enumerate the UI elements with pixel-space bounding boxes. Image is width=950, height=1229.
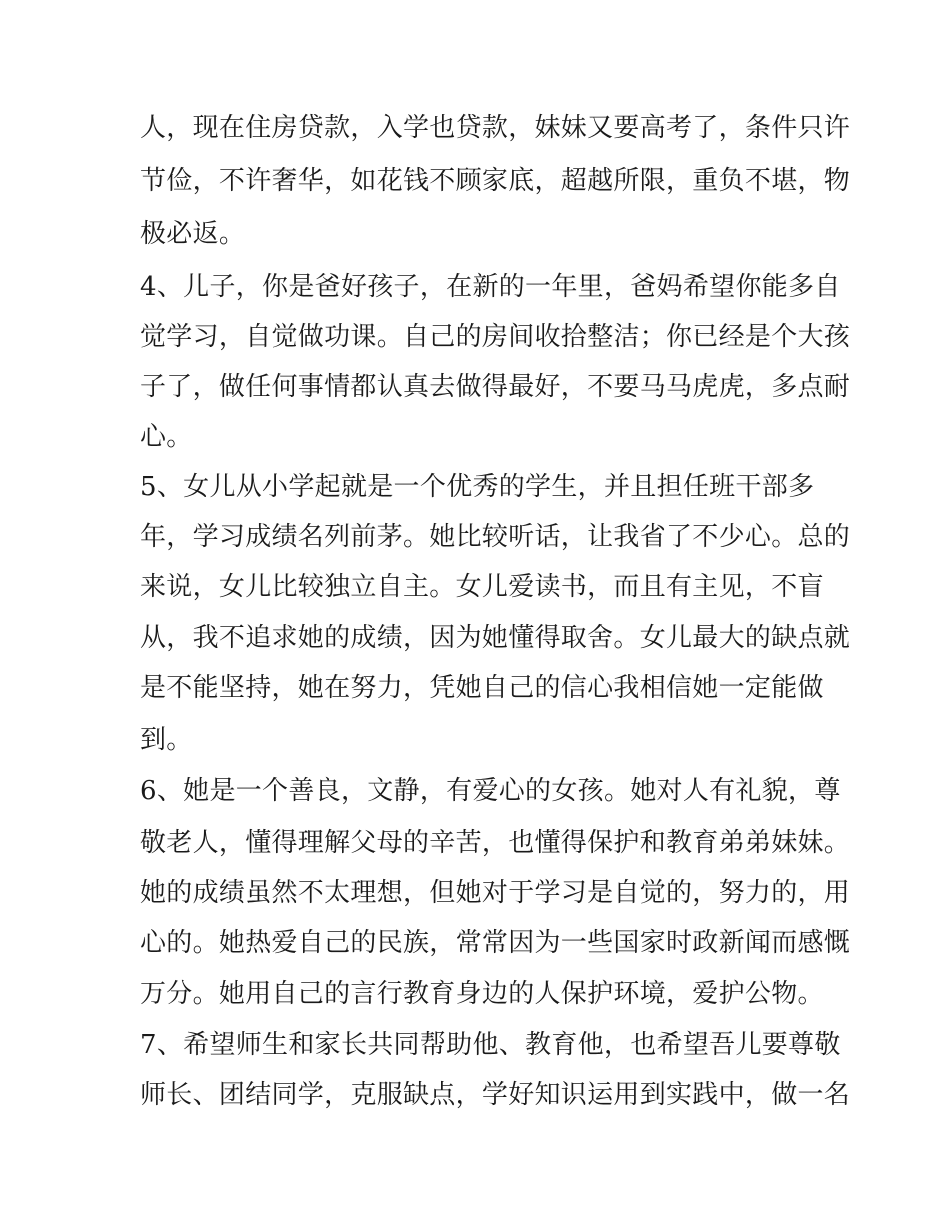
text-line: 敬老人，懂得理解父母的辛苦，也懂得保护和教育弟弟妹妹。 bbox=[140, 828, 851, 858]
text-line: 心的。她热爱自己的民族，常常因为一些国家时政新闻而感慨 bbox=[140, 928, 851, 958]
text-line: 子了，做任何事情都认真去做得最好，不要马马虎虎，多点耐 bbox=[140, 372, 851, 402]
text-line: 是不能坚持，她在努力，凭她自己的信心我相信她一定能做 bbox=[140, 673, 824, 703]
text-line: 年，学习成绩名列前茅。她比较听话，让我省了不少心。总的 bbox=[140, 522, 851, 552]
text-line: 5、女儿从小学起就是一个优秀的学生，并且担任班干部多 bbox=[140, 472, 815, 502]
text-line: 节俭，不许奢华，如花钱不顾家底，超越所限，重负不堪，物 bbox=[140, 166, 851, 196]
text-line: 7、希望师生和家长共同帮助他、教育他，也希望吾儿要尊敬 bbox=[140, 1030, 841, 1060]
text-line: 4、儿子，你是爸好孩子，在新的一年里，爸妈希望你能多自 bbox=[140, 272, 841, 302]
text-line: 万分。她用自己的言行教育身边的人保护环境，爱护公物。 bbox=[140, 979, 824, 1009]
text-line: 人，现在住房贷款，入学也贷款，妹妹又要高考了，条件只许 bbox=[140, 113, 851, 143]
text-line: 来说，女儿比较独立自主。女儿爱读书，而且有主见，不盲 bbox=[140, 572, 824, 602]
text-line: 到。 bbox=[140, 725, 193, 755]
text-line: 心。 bbox=[140, 422, 193, 452]
text-line: 极必返。 bbox=[140, 219, 246, 249]
text-line: 觉学习，自觉做功课。自己的房间收拾整洁；你已经是个大孩 bbox=[140, 322, 851, 352]
text-line: 师长、团结同学，克服缺点，学好知识运用到实践中，做一名 bbox=[140, 1080, 851, 1110]
text-line: 从，我不追求她的成绩，因为她懂得取舍。女儿最大的缺点就 bbox=[140, 623, 851, 653]
text-line: 她的成绩虽然不太理想，但她对于学习是自觉的，努力的，用 bbox=[140, 878, 851, 908]
text-line: 6、她是一个善良，文静，有爱心的女孩。她对人有礼貌，尊 bbox=[140, 776, 841, 806]
